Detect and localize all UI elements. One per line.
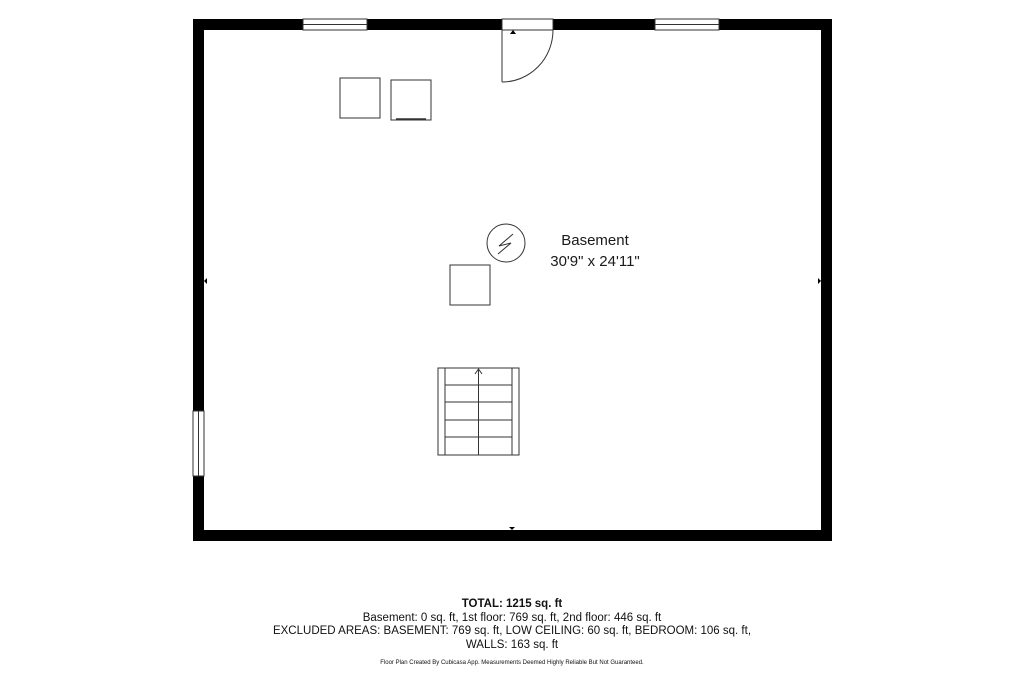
floor-breakdown: Basement: 0 sq. ft, 1st floor: 769 sq. ft, 2nd floor: 446 sq. ft xyxy=(362,612,662,624)
disclaimer: Floor Plan Created By Cubicasa App. Measurements Deemed Highly Reliable But Not Guaranteed. xyxy=(380,660,644,666)
fixture-box-2 xyxy=(391,80,431,120)
window-left xyxy=(193,411,204,476)
exterior-walls xyxy=(193,19,832,541)
window-top-right xyxy=(655,19,719,30)
marker-bottom-icon xyxy=(509,527,515,530)
fixture-box-3 xyxy=(450,265,490,305)
fixture-box-1 xyxy=(340,78,380,118)
total-area: TOTAL: 1215 sq. ft xyxy=(461,598,563,610)
door xyxy=(502,19,553,82)
marker-left-icon xyxy=(204,278,207,284)
walls-area: WALLS: 163 sq. ft xyxy=(465,639,559,651)
window-top-left xyxy=(303,19,367,30)
marker-right-icon xyxy=(818,278,821,284)
staircase xyxy=(438,368,519,455)
room-name: Basement xyxy=(561,232,629,249)
excluded-areas: EXCLUDED AREAS: BASEMENT: 769 sq. ft, LOW CEILING: 60 sq. ft, BEDROOM: 106 sq. ft, xyxy=(272,625,752,637)
room-dimensions: 30'9" x 24'11" xyxy=(550,253,640,270)
